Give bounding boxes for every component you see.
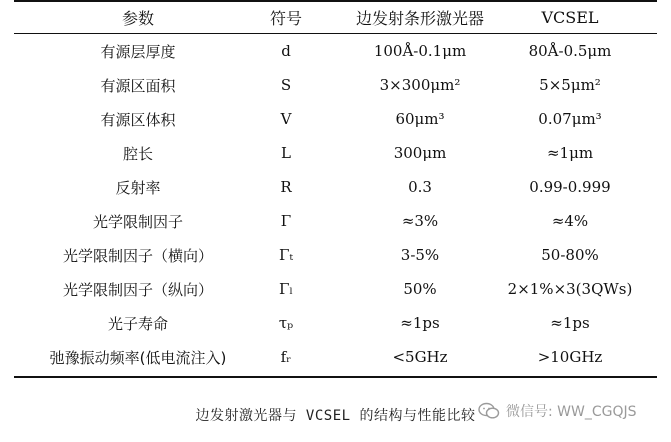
symbol-cell: L <box>281 144 291 162</box>
edge-emitting-cell: ≈1ps <box>400 314 440 332</box>
table-header-row <box>0 0 671 34</box>
table-row <box>0 136 671 170</box>
parameter-cell: 有源层厚度 <box>100 42 176 61</box>
table-row <box>0 68 671 102</box>
edge-emitting-cell: 3×300μm² <box>379 76 461 94</box>
header-vcsel: VCSEL <box>541 7 599 27</box>
edge-emitting-cell: <5GHz <box>392 348 448 366</box>
table-caption: 边发射激光器与 VCSEL 的结构与性能比较 <box>195 408 476 424</box>
watermark-text: 微信号: WW_CGQJS <box>506 404 637 420</box>
edge-emitting-cell: 100Å-0.1μm <box>373 42 467 60</box>
parameter-cell: 光子寿命 <box>107 314 168 333</box>
vcsel-cell: 80Å-0.5μm <box>528 42 612 60</box>
vcsel-cell: ≈1ps <box>550 314 590 332</box>
header-edge-emitting: 边发射条形激光器 <box>355 8 484 28</box>
symbol-cell: Γ <box>280 212 292 230</box>
parameter-cell: 弛豫振动频率(低电流注入) <box>49 348 227 367</box>
wechat-icon <box>478 402 500 420</box>
vcsel-cell: ≈4% <box>551 212 589 230</box>
table-row <box>0 102 671 136</box>
edge-emitting-cell: 3-5% <box>400 246 440 264</box>
parameter-cell: 光学限制因子 <box>92 212 183 231</box>
table-bottom-rule <box>14 376 657 378</box>
table-row <box>0 306 671 340</box>
edge-emitting-cell: 50% <box>403 280 437 298</box>
symbol-cell: τₚ <box>278 314 294 332</box>
table-row <box>0 238 671 272</box>
header-symbol: 符号 <box>269 8 302 28</box>
vcsel-cell: 0.99-0.999 <box>529 178 611 196</box>
table-row <box>0 272 671 306</box>
symbol-cell: V <box>280 110 292 128</box>
vcsel-cell: 5×5μm² <box>539 76 601 94</box>
symbol-cell: d <box>281 42 291 60</box>
table-row <box>0 204 671 238</box>
table-row <box>0 34 671 68</box>
parameter-cell: 光学限制因子（横向） <box>62 246 213 265</box>
vcsel-cell: >10GHz <box>537 348 603 366</box>
parameter-cell: 反射率 <box>115 178 161 197</box>
edge-emitting-cell: 300μm <box>393 144 447 162</box>
watermark <box>478 401 637 421</box>
parameter-cell: 有源区面积 <box>100 76 176 95</box>
vcsel-cell: 0.07μm³ <box>538 110 602 128</box>
table-row <box>0 170 671 204</box>
symbol-cell: Γₜ <box>278 246 294 264</box>
symbol-cell: fᵣ <box>280 348 292 366</box>
vcsel-cell: 50-80% <box>541 246 599 264</box>
symbol-cell: S <box>280 76 292 94</box>
edge-emitting-cell: 0.3 <box>408 178 432 196</box>
parameter-cell: 腔长 <box>122 144 153 163</box>
table-row <box>0 340 671 374</box>
vcsel-cell: ≈1μm <box>546 144 594 162</box>
edge-emitting-cell: ≈3% <box>401 212 439 230</box>
header-parameter: 参数 <box>121 8 154 28</box>
parameter-cell: 光学限制因子（纵向） <box>62 280 213 299</box>
symbol-cell: Γₗ <box>278 280 294 298</box>
symbol-cell: R <box>280 178 292 196</box>
edge-emitting-cell: 60μm³ <box>395 110 445 128</box>
parameter-cell: 有源区体积 <box>100 110 176 129</box>
vcsel-cell: 2×1%×3(3QWs) <box>507 280 633 298</box>
